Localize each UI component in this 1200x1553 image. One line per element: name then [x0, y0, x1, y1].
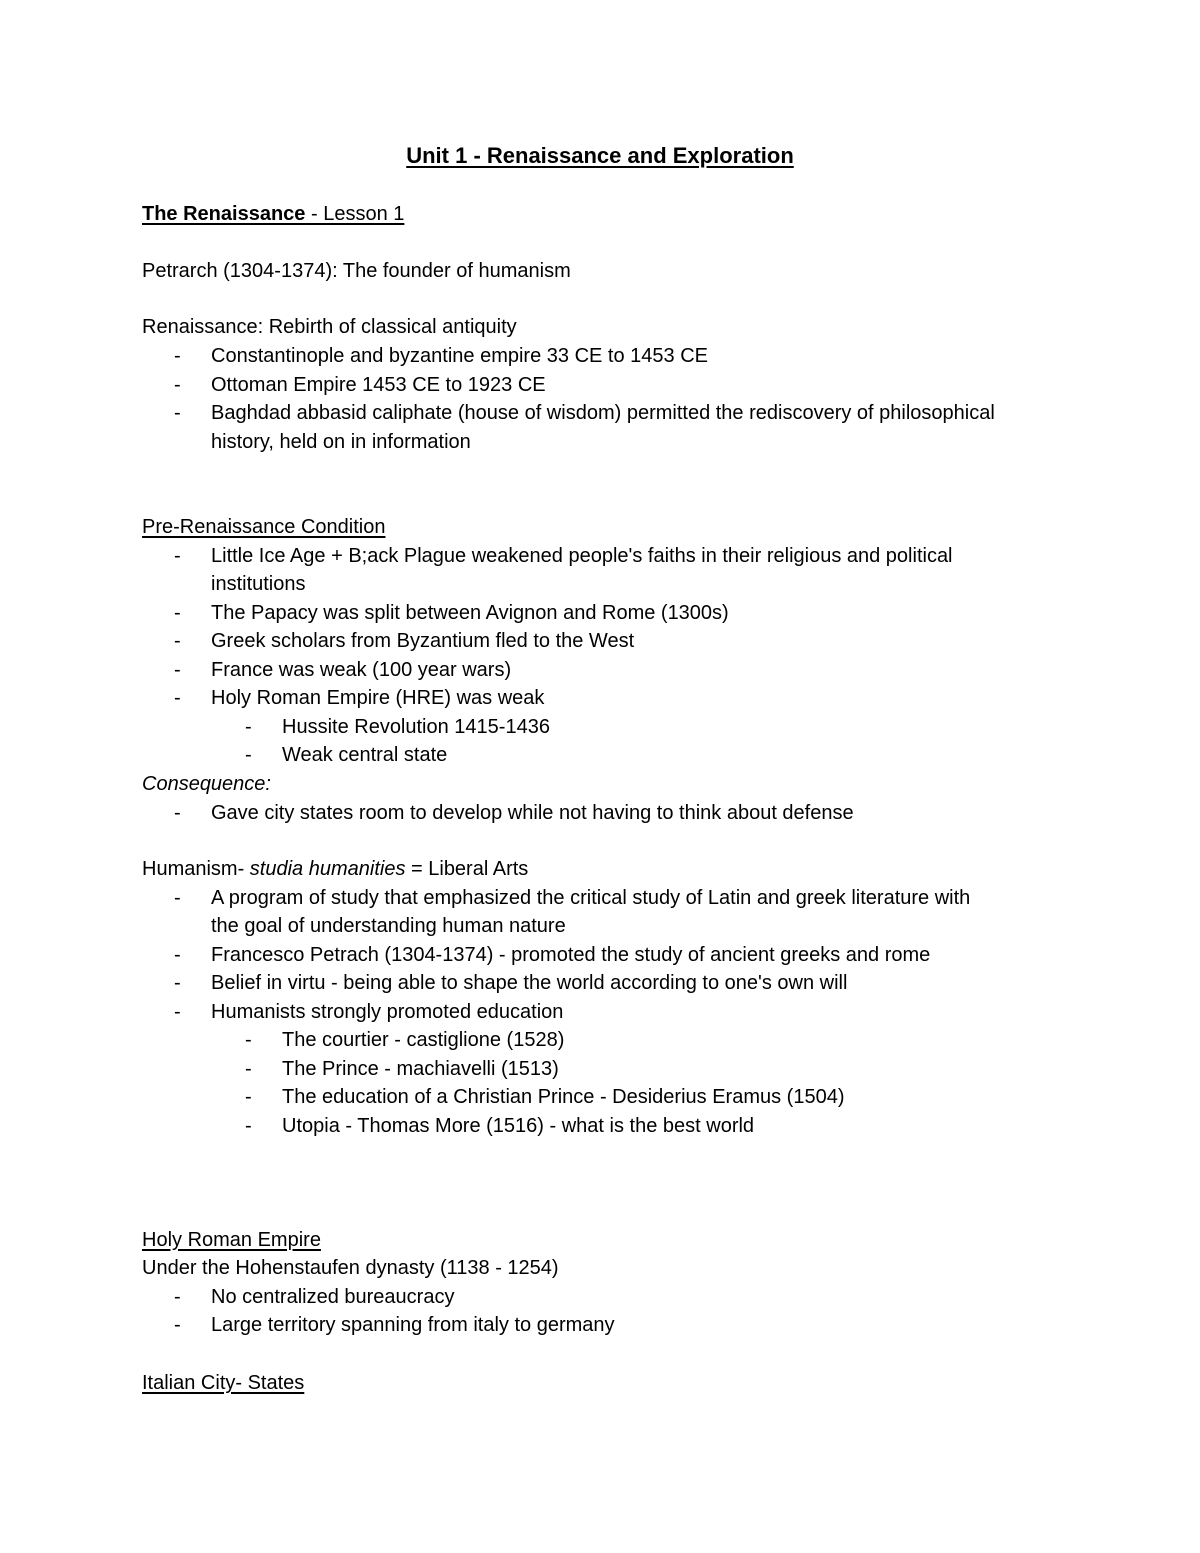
bullet-dash: -	[245, 744, 252, 766]
sub-list-item: The Prince - machiavelli (1513)	[282, 1058, 559, 1080]
bullet-dash: -	[174, 1001, 181, 1023]
section-heading-renaissance-bold: The Renaissance	[142, 203, 306, 225]
bullet-dash: -	[174, 944, 181, 966]
section-heading-renaissance	[142, 200, 404, 228]
list-item: Francesco Petrach (1304-1374) - promoted the study of ancient greeks and rome	[211, 944, 931, 966]
sub-list-item: Utopia - Thomas More (1516) - what is the best world	[282, 1115, 755, 1137]
list-item: A program of study that emphasized the critical study of Latin and greek literature with	[211, 887, 971, 909]
list-item: The Papacy was split between Avignon and Rome (1300s)	[211, 602, 729, 624]
consequence-label: Consequence:	[142, 773, 271, 795]
bullet-dash: -	[174, 659, 181, 681]
sub-list-item: The education of a Christian Prince - Desiderius Eramus (1504)	[282, 1086, 845, 1108]
section-heading-renaissance-suffix: - Lesson 1	[305, 203, 405, 225]
bullet-dash: -	[174, 602, 181, 624]
bullet-dash: -	[245, 1086, 252, 1108]
humanism-prefix: Humanism-	[142, 858, 250, 880]
bullet-dash: -	[245, 1115, 252, 1137]
list-item: No centralized bureaucracy	[211, 1286, 455, 1308]
sub-list-item: Hussite Revolution 1415-1436	[282, 716, 550, 738]
hre-subheading: Under the Hohenstaufen dynasty (1138 - 1254)	[142, 1257, 559, 1279]
list-item: France was weak (100 year wars)	[211, 659, 512, 681]
bullet-dash: -	[174, 972, 181, 994]
list-item: Large territory spanning from italy to germany	[211, 1314, 615, 1336]
section-heading-pre-renaissance: Pre-Renaissance Condition	[142, 516, 386, 538]
bullet-dash: -	[174, 374, 181, 396]
bullet-dash: -	[174, 1314, 181, 1336]
petrarch-line: Petrarch (1304-1374): The founder of humanism	[142, 260, 571, 282]
list-item: Little Ice Age + B;ack Plague weakened people's faiths in their religious and political	[211, 545, 953, 567]
list-item: Holy Roman Empire (HRE) was weak	[211, 687, 545, 709]
list-item: Belief in virtu - being able to shape the world according to one's own will	[211, 972, 848, 994]
bullet-dash: -	[174, 1286, 181, 1308]
list-item: Baghdad abbasid caliphate (house of wisdom) permitted the rediscovery of philosophical	[211, 402, 995, 424]
list-item: Ottoman Empire 1453 CE to 1923 CE	[211, 374, 546, 396]
list-item-continuation: institutions	[211, 573, 306, 595]
page-title: Unit 1 - Renaissance and Exploration	[406, 143, 794, 168]
bullet-dash: -	[174, 887, 181, 909]
bullet-dash: -	[174, 345, 181, 367]
bullet-dash: -	[174, 545, 181, 567]
list-item: Gave city states room to develop while not having to think about defense	[211, 802, 854, 824]
section-heading-italian-city-states: Italian City- States	[142, 1372, 305, 1394]
renaissance-line: Renaissance: Rebirth of classical antiquity	[142, 316, 517, 338]
list-item: Humanists strongly promoted education	[211, 1001, 564, 1023]
list-item: Greek scholars from Byzantium fled to the West	[211, 630, 635, 652]
bullet-dash: -	[174, 802, 181, 824]
sub-list-item: Weak central state	[282, 744, 448, 766]
list-item: Constantinople and byzantine empire 33 CE to 1453 CE	[211, 345, 708, 367]
humanism-heading	[142, 855, 528, 883]
humanism-suffix: = Liberal Arts	[405, 858, 529, 880]
humanism-italic: studia humanities	[249, 858, 406, 880]
list-item-continuation: the goal of understanding human nature	[211, 915, 566, 937]
bullet-dash: -	[174, 630, 181, 652]
bullet-dash: -	[245, 1058, 252, 1080]
list-item-continuation: history, held on in information	[211, 431, 471, 453]
bullet-dash: -	[174, 687, 181, 709]
section-heading-hre: Holy Roman Empire	[142, 1229, 321, 1251]
bullet-dash: -	[245, 1029, 252, 1051]
sub-list-item: The courtier - castiglione (1528)	[282, 1029, 565, 1051]
bullet-dash: -	[174, 402, 181, 424]
bullet-dash: -	[245, 716, 252, 738]
